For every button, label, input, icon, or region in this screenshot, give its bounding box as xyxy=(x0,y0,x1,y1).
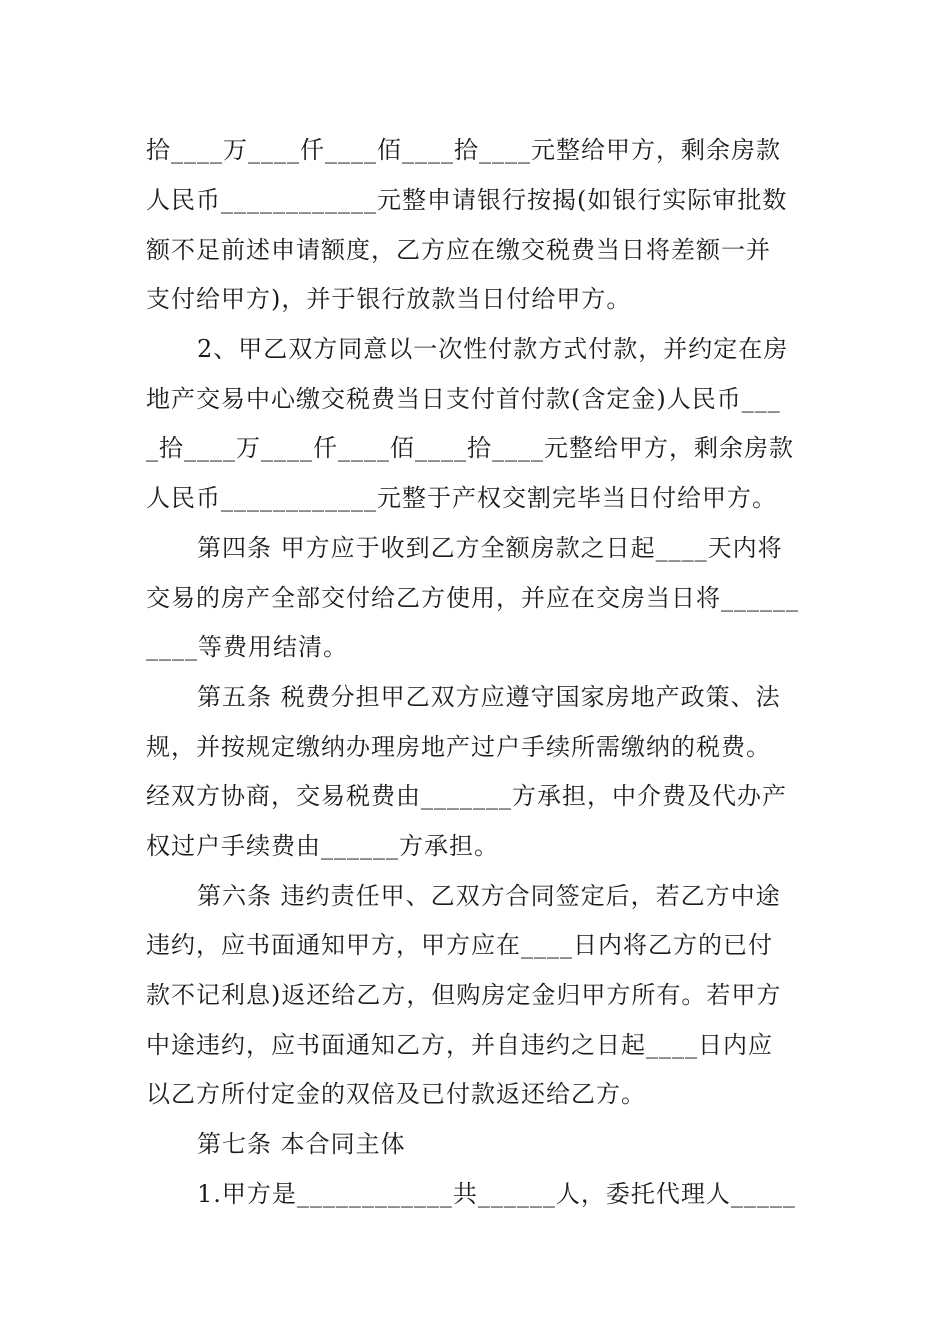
text-line-7: _拾____万____仟____佰____拾____元整给甲方，剩余房款 xyxy=(146,434,794,462)
text-line-6: 地产交易中心缴交税费当日支付首付款(含定金)人民币___ xyxy=(146,385,781,413)
text-line-14: 经双方协商，交易税费由_______方承担，中介费及代办产 xyxy=(146,782,787,810)
paragraph-2-start: 2、甲乙双方同意以一次性付款方式付款，并约定在房 xyxy=(197,335,789,363)
article-4-start: 第四条 甲方应于收到乙方全额房款之日起____天内将 xyxy=(197,534,783,562)
text-line-3: 额不足前述申请额度，乙方应在缴交税费当日将差额一并 xyxy=(146,236,771,264)
text-line-18: 款不记利息)返还给乙方，但购房定金归甲方所有。若甲方 xyxy=(146,981,782,1009)
text-line-13: 规，并按规定缴纳办理房地产过户手续所需缴纳的税费。 xyxy=(146,733,771,761)
text-line-1: 拾____万____仟____佰____拾____元整给甲方，剩余房款 xyxy=(146,136,781,164)
text-line-10: 交易的房产全部交付给乙方使用，并应在交房当日将______ xyxy=(146,584,799,612)
article-7-heading: 第七条 本合同主体 xyxy=(197,1130,406,1158)
article-6-start: 第六条 违约责任甲、乙双方合同签定后，若乙方中途 xyxy=(197,882,781,910)
text-line-11: ____等费用结清。 xyxy=(146,633,348,661)
text-line-15: 权过户手续费由______方承担。 xyxy=(146,832,499,860)
text-line-19: 中途违约，应书面通知乙方，并自违约之日起____日内应 xyxy=(146,1031,773,1059)
article-5-start: 第五条 税费分担甲乙双方应遵守国家房地产政策、法 xyxy=(197,683,781,711)
text-line-20: 以乙方所付定金的双倍及已付款返还给乙方。 xyxy=(146,1080,646,1108)
text-line-2: 人民币____________元整申请银行按揭(如银行实际审批数 xyxy=(146,186,788,214)
text-line-17: 违约，应书面通知甲方，甲方应在____日内将乙方的已付 xyxy=(146,931,773,959)
clause-1-line: 1.甲方是____________共______人，委托代理人_____ xyxy=(197,1180,796,1208)
text-line-4: 支付给甲方)，并于银行放款当日付给甲方。 xyxy=(146,285,632,313)
text-line-8: 人民币____________元整于产权交割完毕当日付给甲方。 xyxy=(146,484,777,512)
